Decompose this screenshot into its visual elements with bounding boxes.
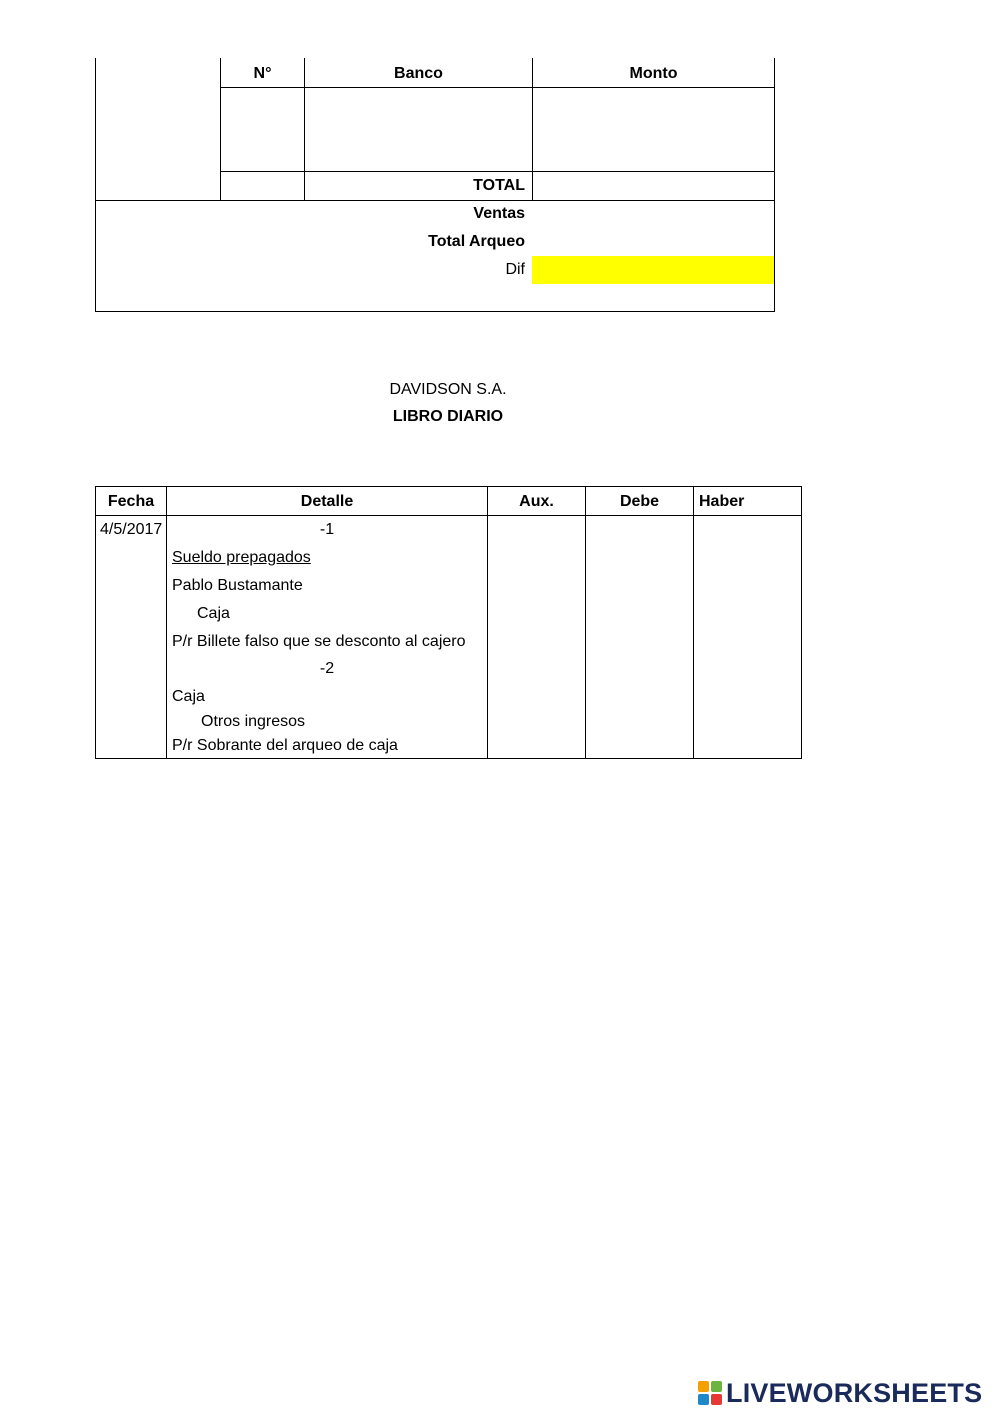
book-title: LIBRO DIARIO (392, 408, 504, 425)
header-detail: Detalle (300, 493, 354, 510)
account-debit: Caja (172, 688, 205, 705)
table-border-bottom (95, 311, 775, 312)
row-divider (95, 200, 775, 201)
header-credit: Haber (699, 493, 745, 510)
header-date: Fecha (107, 493, 155, 510)
table-border-left (95, 486, 96, 759)
row-divider (220, 87, 775, 88)
total-label: TOTAL (473, 177, 525, 194)
column-divider (693, 486, 694, 759)
logo-square (698, 1381, 709, 1392)
account-debit: Sueldo prepagados (172, 549, 311, 566)
header-amount: Monto (629, 65, 678, 82)
header-debit: Debe (619, 493, 660, 510)
account-credit: Caja (197, 605, 230, 622)
logo-icon (698, 1381, 722, 1405)
column-divider (585, 486, 586, 759)
dif-label: Dif (505, 261, 525, 278)
header-divider (95, 515, 802, 516)
account-debit: Pablo Bustamante (172, 577, 303, 594)
logo-square (711, 1394, 722, 1405)
entry-description: P/r Sobrante del arqueo de caja (172, 737, 398, 754)
table-border-right (801, 486, 802, 759)
ventas-label: Ventas (473, 205, 525, 222)
table-border-left (95, 58, 96, 312)
entry-number: -1 (319, 521, 335, 538)
entry-date: 4/5/2017 (100, 521, 163, 538)
header-aux: Aux. (519, 493, 554, 510)
header-bank: Banco (394, 65, 443, 82)
entry-description: P/r Billete falso que se desconto al cajero (172, 633, 466, 650)
logo-square (711, 1381, 722, 1392)
table-border-bottom (95, 758, 802, 759)
dif-value-cell[interactable] (532, 256, 774, 284)
entry-number: -2 (319, 660, 335, 677)
logo-square (698, 1394, 709, 1405)
table-border-top (95, 486, 802, 487)
total-arqueo-label: Total Arqueo (428, 233, 525, 250)
account-credit: Otros ingresos (201, 713, 306, 730)
logo-text: LIVEWORKSHEETS (726, 1377, 983, 1408)
row-divider (220, 171, 775, 172)
table-border-right (774, 58, 775, 312)
header-number: N° (253, 65, 272, 82)
liveworksheets-logo[interactable] (698, 1378, 982, 1408)
column-divider (487, 486, 488, 759)
company-name: DAVIDSON S.A. (389, 381, 507, 398)
